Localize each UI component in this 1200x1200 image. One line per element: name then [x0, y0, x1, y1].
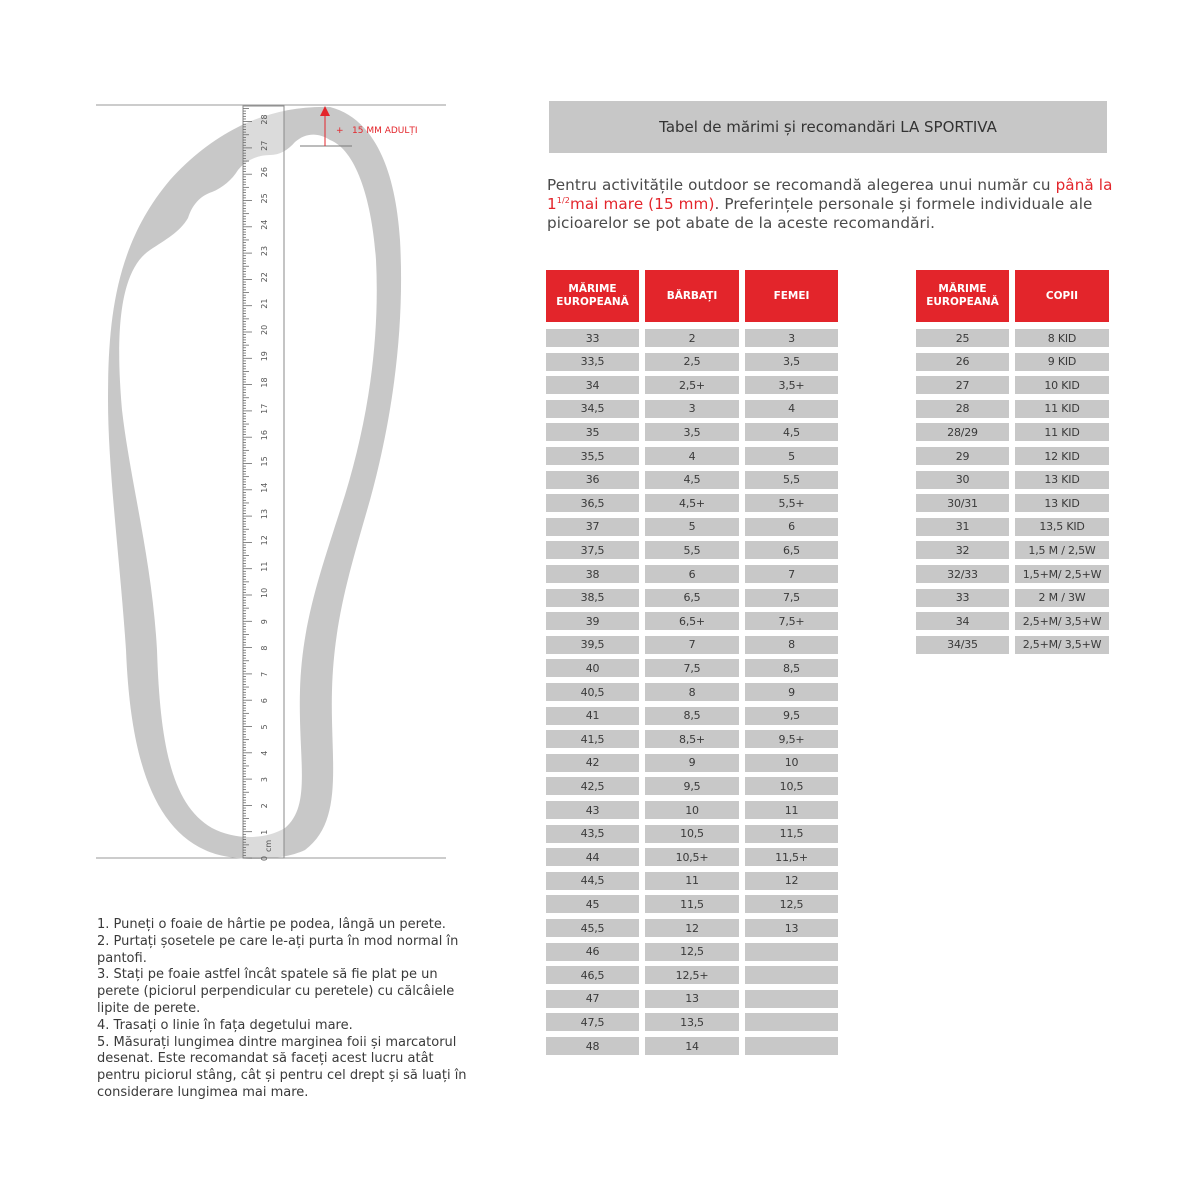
instruction-step: 5. Măsurați lungimea dintre marginea foii și marcatorul desenat. Este recomandat să faceți acest lucru atât pentru piciorul stâng, cât și pentru cel drept și să luați în considerare lungimea mai mare.: [97, 1034, 467, 1100]
table-cell: 34/35: [916, 636, 1009, 654]
table-cell: 25: [916, 329, 1009, 347]
table-cell: 44,5: [546, 872, 639, 890]
table-cell: 42: [546, 754, 639, 772]
table-cell: 43: [546, 801, 639, 819]
table-cell: 32: [916, 541, 1009, 559]
ruler-tick-label: 19: [260, 351, 269, 362]
table-cell: 9: [645, 754, 739, 772]
table-cell: 33: [546, 329, 639, 347]
table-cell: 4,5: [745, 423, 838, 441]
table-cell: 39,5: [546, 636, 639, 654]
adult-size-table: [546, 270, 839, 1055]
intro-highlight-sup: 1/2: [556, 195, 570, 205]
table-cell: 4: [745, 400, 838, 418]
table-cell: 10: [645, 801, 739, 819]
table-cell: 7: [745, 565, 838, 583]
table-cell: 2,5+: [645, 376, 739, 394]
page-title-text: Tabel de mărimi și recomandări LA SPORTIVA: [659, 118, 997, 136]
table-cell: 10,5+: [645, 848, 739, 866]
ruler-tick-label: 20: [260, 324, 269, 335]
table-cell: 42,5: [546, 777, 639, 795]
table-cell: 9 KID: [1015, 353, 1109, 371]
table-cell: 5,5: [745, 471, 838, 489]
table-cell: 11,5: [745, 825, 838, 843]
table-cell: 36,5: [546, 494, 639, 512]
ruler-tick-label: 2: [260, 803, 269, 809]
intro-part1: Pentru activitățile outdoor se recomandă alegerea unui număr cu: [547, 176, 1051, 194]
ruler-tick-label: 11: [260, 561, 269, 572]
table-header-cell: FEMEI: [745, 270, 838, 322]
table-cell: [745, 966, 838, 984]
table-cell: 30/31: [916, 494, 1009, 512]
intro-highlight-a: până la 1: [547, 176, 1113, 213]
ruler-tick-label: 0: [260, 855, 269, 861]
table-cell: [745, 1037, 838, 1055]
table-cell: 4,5: [645, 471, 739, 489]
ruler-tick-label: 3: [260, 777, 269, 783]
table-cell: 28: [916, 400, 1009, 418]
ruler-tick-label: 5: [260, 724, 269, 730]
table-cell: 12,5+: [645, 966, 739, 984]
table-cell: [745, 990, 838, 1008]
table-cell: 11 KID: [1015, 423, 1109, 441]
table-cell: 6,5+: [645, 612, 739, 630]
page-title: [549, 101, 1107, 153]
ruler-tick-label: 7: [260, 671, 269, 677]
table-cell: 13 KID: [1015, 471, 1109, 489]
table-cell: 3,5: [645, 423, 739, 441]
table-cell: 47,5: [546, 1013, 639, 1031]
ruler-tick-label: 28: [260, 114, 269, 125]
table-cell: 14: [645, 1037, 739, 1055]
table-cell: 10 KID: [1015, 376, 1109, 394]
table-cell: 34: [916, 612, 1009, 630]
ruler-tick-label: 6: [260, 698, 269, 704]
table-cell: 36: [546, 471, 639, 489]
table-cell: 8,5: [745, 659, 838, 677]
table-cell: 1,5+M/ 2,5+W: [1015, 565, 1109, 583]
table-cell: 5: [645, 518, 739, 536]
table-cell: 9,5: [645, 777, 739, 795]
table-cell: 13 KID: [1015, 494, 1109, 512]
table-cell: 37: [546, 518, 639, 536]
table-cell: 6,5: [745, 541, 838, 559]
table-cell: 11,5: [645, 895, 739, 913]
table-cell: 3,5: [745, 353, 838, 371]
table-cell: 8,5+: [645, 730, 739, 748]
table-cell: 6: [645, 565, 739, 583]
table-cell: 33: [916, 589, 1009, 607]
table-cell: 35: [546, 423, 639, 441]
ruler-tick-label: 23: [260, 245, 269, 257]
table-cell: 46: [546, 943, 639, 961]
instruction-step: 1. Puneți o foaie de hârtie pe podea, lângă un perete.: [97, 917, 446, 932]
ruler-tick-label: 1: [260, 829, 269, 835]
ruler-tick-label: 12: [260, 535, 269, 546]
ruler: [243, 106, 284, 858]
table-cell: 11: [745, 801, 838, 819]
ruler-tick-label: 27: [260, 140, 269, 151]
table-cell: 12 KID: [1015, 447, 1109, 465]
ruler-tick-label: 17: [260, 403, 269, 414]
table-cell: 7,5+: [745, 612, 838, 630]
table-cell: 5,5: [645, 541, 739, 559]
ruler-tick-label: 21: [260, 298, 269, 309]
ruler-tick-label: 8: [260, 645, 269, 651]
ruler-tick-label: 10: [260, 587, 269, 598]
table-cell: 37,5: [546, 541, 639, 559]
ruler-tick-label: 14: [260, 482, 269, 493]
table-cell: 45: [546, 895, 639, 913]
table-cell: 8: [645, 683, 739, 701]
table-cell: 41,5: [546, 730, 639, 748]
table-cell: 4: [645, 447, 739, 465]
table-cell: 6: [745, 518, 838, 536]
table-header-cell: MĂRIME EUROPEANĂ: [546, 270, 639, 322]
table-cell: 45,5: [546, 919, 639, 937]
table-cell: 34: [546, 376, 639, 394]
table-cell: 2,5: [645, 353, 739, 371]
table-cell: 39: [546, 612, 639, 630]
table-cell: 5,5+: [745, 494, 838, 512]
table-cell: 28/29: [916, 423, 1009, 441]
table-cell: 7,5: [745, 589, 838, 607]
table-cell: 30: [916, 471, 1009, 489]
table-cell: 9,5: [745, 707, 838, 725]
annotation-plus: +: [336, 126, 344, 136]
table-cell: 12,5: [745, 895, 838, 913]
table-cell: 11 KID: [1015, 400, 1109, 418]
table-cell: [745, 943, 838, 961]
ruler-tick-label: 24: [260, 219, 269, 230]
annotation-15mm: 15 MM ADULȚI: [352, 126, 418, 136]
table-cell: 40,5: [546, 683, 639, 701]
table-cell: 41: [546, 707, 639, 725]
table-cell: 32/33: [916, 565, 1009, 583]
table-header-cell: MĂRIME EUROPEANĂ: [916, 270, 1009, 322]
ruler-tick-label: 16: [260, 430, 269, 441]
table-cell: 11: [645, 872, 739, 890]
table-header-cell: BĂRBAȚI: [645, 270, 739, 322]
table-cell: 35,5: [546, 447, 639, 465]
table-cell: 48: [546, 1037, 639, 1055]
table-cell: 33,5: [546, 353, 639, 371]
table-cell: 13: [645, 990, 739, 1008]
table-cell: 40: [546, 659, 639, 677]
intro-highlight-b: mai mare (15 mm): [569, 195, 715, 213]
table-cell: 3,5+: [745, 376, 838, 394]
table-header-cell: COPII: [1015, 270, 1109, 322]
table-cell: 10: [745, 754, 838, 772]
table-cell: 12,5: [645, 943, 739, 961]
ruler-tick-label: 4: [260, 750, 269, 756]
table-cell: 12: [745, 872, 838, 890]
table-cell: 7: [645, 636, 739, 654]
ruler-tick-label: 18: [260, 377, 269, 388]
measurement-instructions: [97, 917, 477, 1102]
table-cell: 31: [916, 518, 1009, 536]
instruction-step: 3. Stați pe foaie astfel încât spatele să fie plat pe un perete (piciorul perpendicular cu peretele) cu călcâiele lipite de perete.: [97, 967, 455, 1016]
table-cell: 6,5: [645, 589, 739, 607]
kids-size-table: [916, 270, 1109, 655]
table-cell: 34,5: [546, 400, 639, 418]
table-cell: 44: [546, 848, 639, 866]
table-cell: [745, 1013, 838, 1031]
table-cell: 8: [745, 636, 838, 654]
table-cell: 10,5: [745, 777, 838, 795]
table-cell: 3: [645, 400, 739, 418]
table-cell: 11,5+: [745, 848, 838, 866]
table-cell: 38,5: [546, 589, 639, 607]
table-cell: 3: [745, 329, 838, 347]
ruler-tick-label: 22: [260, 272, 269, 283]
table-cell: 12: [645, 919, 739, 937]
table-cell: 29: [916, 447, 1009, 465]
table-cell: 9: [745, 683, 838, 701]
table-cell: 13,5: [645, 1013, 739, 1031]
table-cell: 9,5+: [745, 730, 838, 748]
ruler-tick-label: 13: [260, 508, 269, 520]
intro-paragraph: [547, 176, 1117, 233]
table-cell: 2,5+M/ 3,5+W: [1015, 636, 1109, 654]
table-cell: 13: [745, 919, 838, 937]
table-cell: 43,5: [546, 825, 639, 843]
ruler-tick-label: 26: [260, 167, 269, 178]
table-cell: 7,5: [645, 659, 739, 677]
ruler-tick-label: 9: [260, 619, 269, 625]
intro-part2: . Preferințele personale și formele individuale ale picioarelor se pot abate de la aceste recomandări.: [547, 195, 1093, 232]
table-cell: 26: [916, 353, 1009, 371]
table-cell: 1,5 M / 2,5W: [1015, 541, 1109, 559]
instruction-step: 2. Purtați șosetele pe care le-ați purta în mod normal în pantofi.: [97, 933, 459, 966]
table-cell: 2: [645, 329, 739, 347]
instruction-step: 4. Trasați o linie în fața degetului mare.: [97, 1017, 353, 1033]
table-cell: 13,5 KID: [1015, 518, 1109, 536]
ruler-tick-label: 25: [260, 193, 269, 204]
table-cell: 2 M / 3W: [1015, 589, 1109, 607]
table-cell: 8,5: [645, 707, 739, 725]
table-cell: 27: [916, 376, 1009, 394]
table-cell: 38: [546, 565, 639, 583]
table-cell: 8 KID: [1015, 329, 1109, 347]
table-cell: 10,5: [645, 825, 739, 843]
table-cell: 47: [546, 990, 639, 1008]
ruler-tick-label: 15: [260, 456, 269, 467]
table-cell: 4,5+: [645, 494, 739, 512]
table-cell: 5: [745, 447, 838, 465]
table-cell: 46,5: [546, 966, 639, 984]
ruler-unit-label: cm: [264, 839, 273, 852]
table-cell: 2,5+M/ 3,5+W: [1015, 612, 1109, 630]
